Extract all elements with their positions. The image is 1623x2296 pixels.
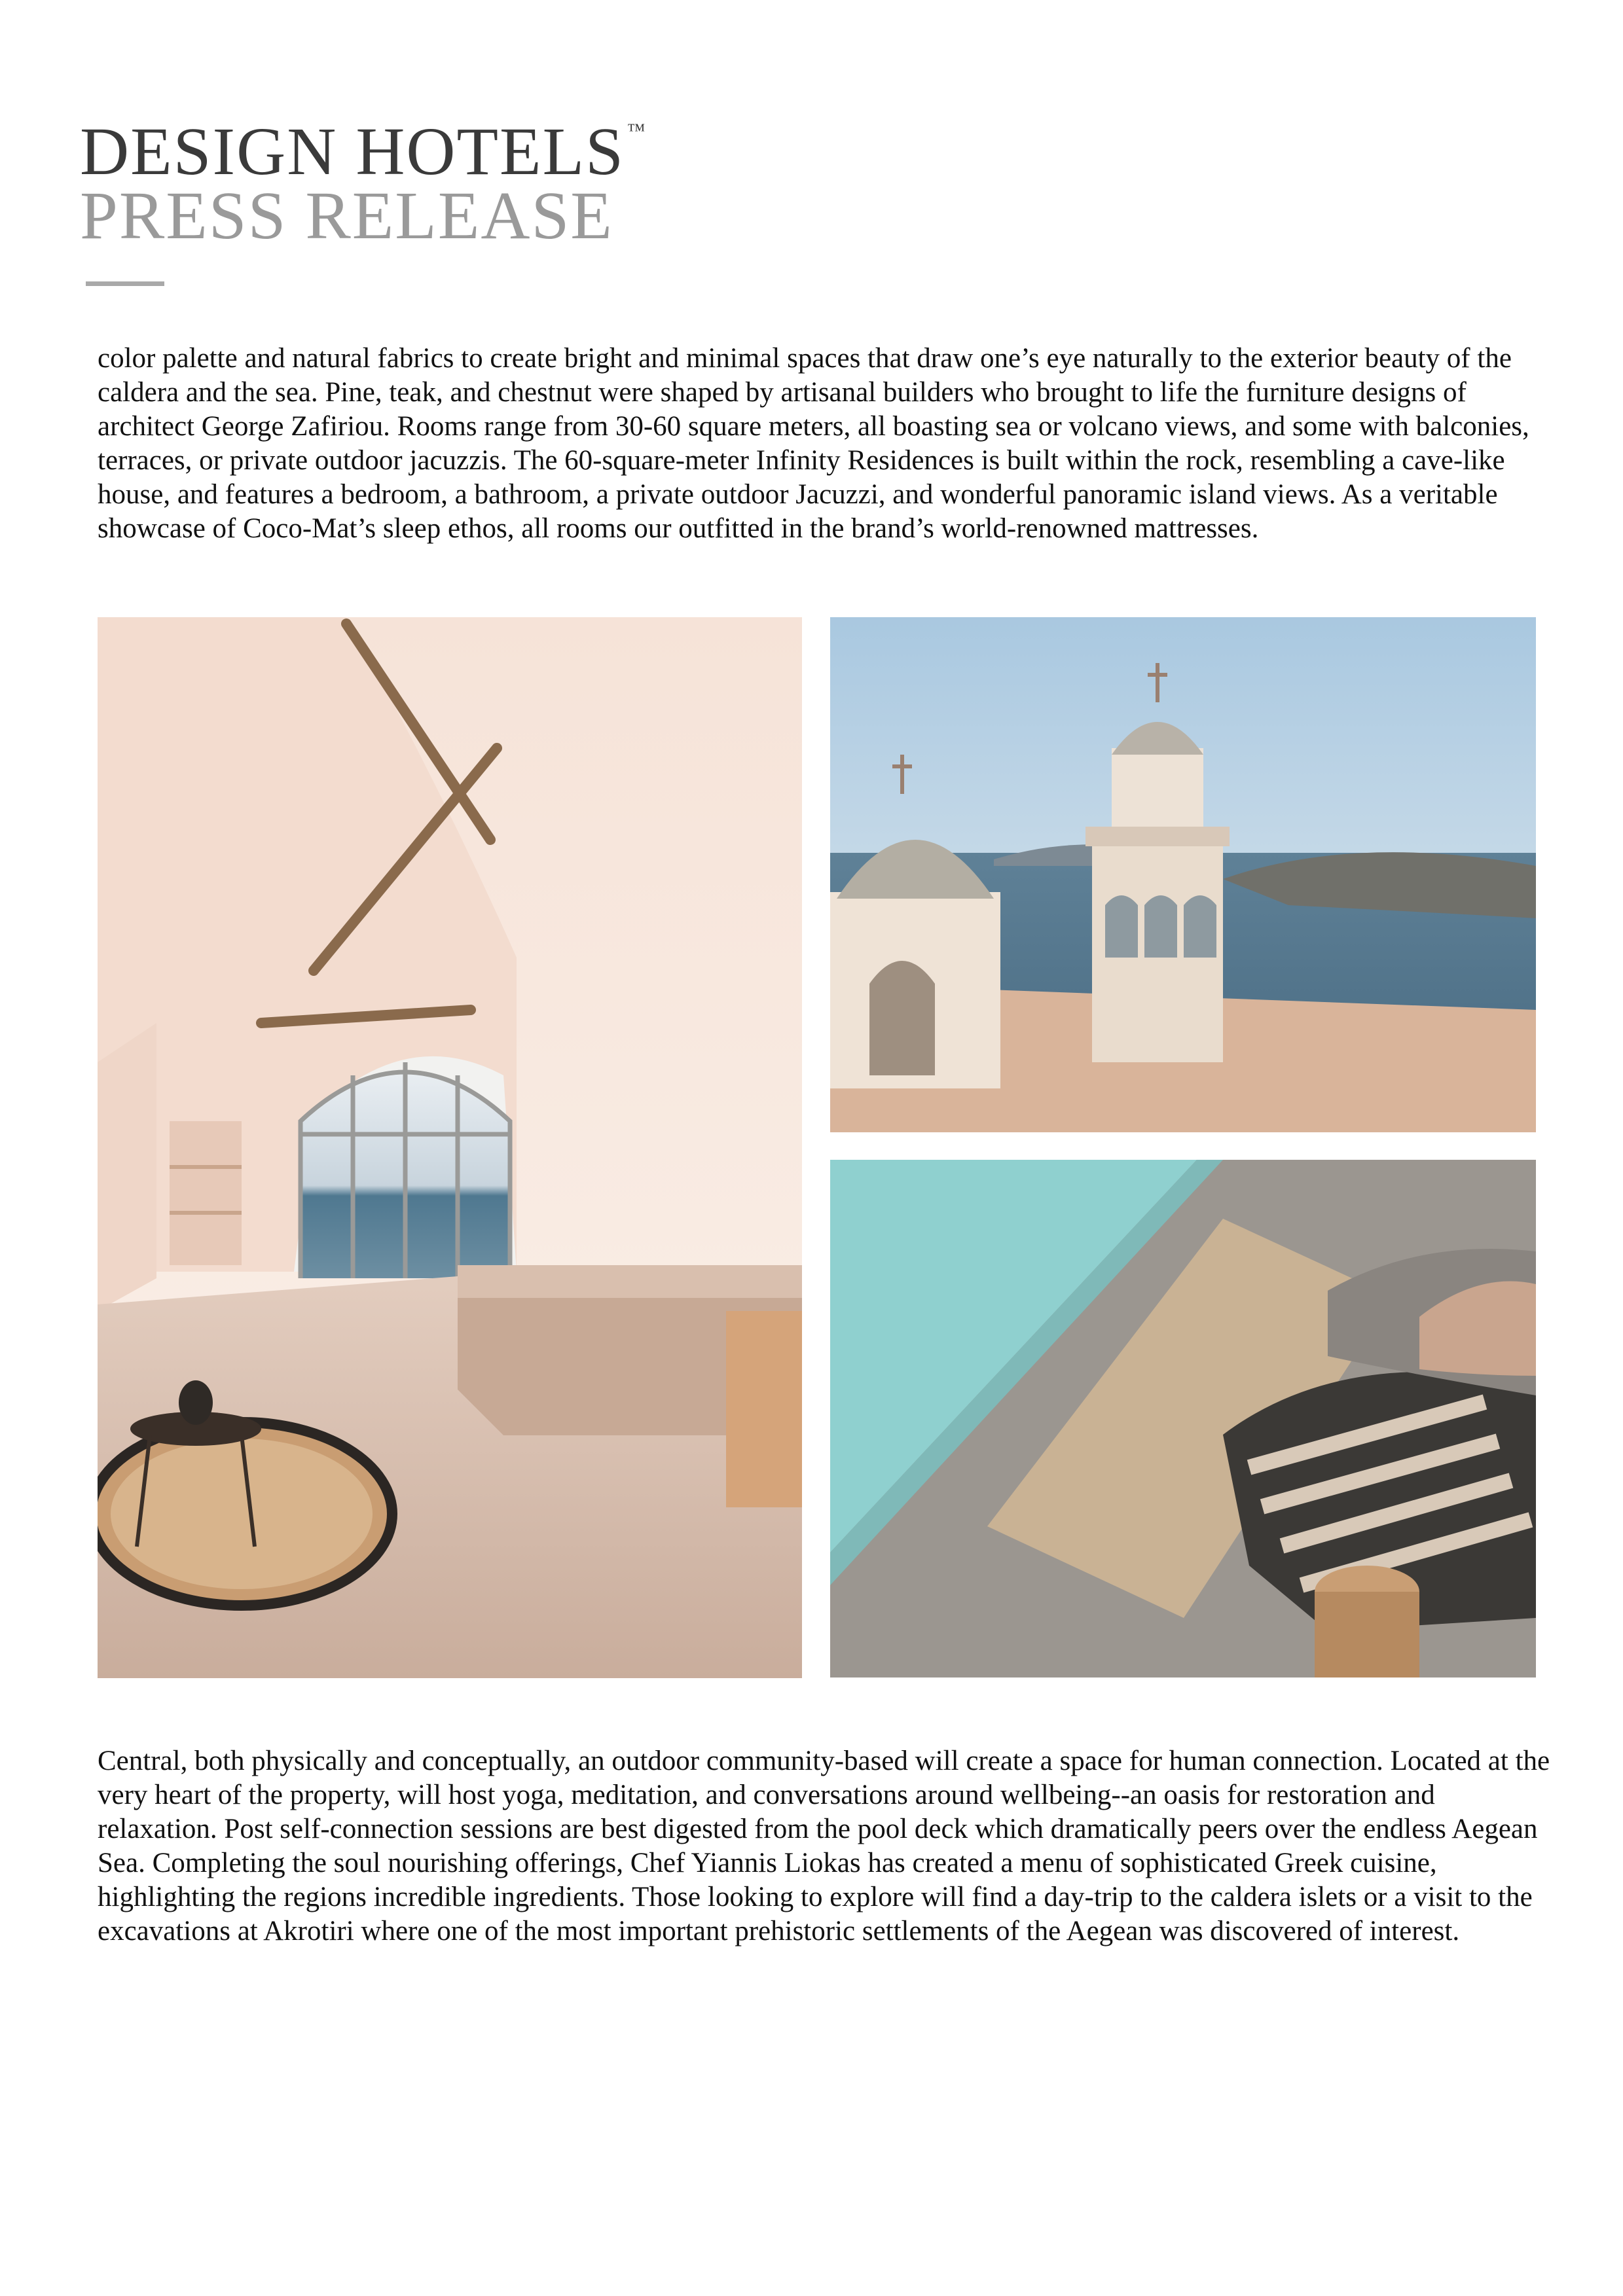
body-paragraph-2: Central, both physically and conceptually, an outdoor community-based will create a space for human connection. Located at the very heart of the property, will host yoga, meditation, and conversations around wellbeing--an oasis for restoration and relaxation. Post self-connection sessions are best digested from the pool deck which dramatically peers over the endless Aegean Sea. Completing the soul nourishing offerings, Chef Yiannis Liokas has created a menu of sophisticated Greek cuisine, highlighting the regions incredible ingredients. Those looking to explore will find a day-trip to the caldera islets or a visit to the excavations at Akrotiri where one of the most important prehistoric settlements of the Aegean was discovered of interest. xyxy=(98,1746,1550,1946)
body-paragraph-1: color palette and natural fabrics to create bright and minimal spaces that draw one’s eye naturally to the exterior beauty of the caldera and the sea. Pine, teak, and chestnut were shaped by artisanal builders who brought to life the furniture designs of architect George Zafiriou. Rooms range from 30-60 square meters, all boasting sea or volcano views, and some with balconies, terraces, or private outdoor jacuzzis. The 60-square-meter Infinity Residences is built within the rock, resembling a cave-like house, and features a bedroom, a bathroom, a private outdoor Jacuzzi, and wonderful panoramic island views. As a veritable showcase of Coco-Mat’s sleep ethos, all rooms our outfitted in the brand’s world-renowned mattresses. xyxy=(98,343,1529,544)
interior-room-photo xyxy=(98,617,802,1678)
pool-deck-photo xyxy=(830,1160,1536,1677)
brand-header xyxy=(80,97,866,253)
document-type: PRESS RELEASE xyxy=(80,178,613,253)
header-divider xyxy=(86,281,164,286)
brand-name: DESIGN HOTELS xyxy=(80,114,625,189)
trademark-mark: ™ xyxy=(627,120,646,141)
santorini-church-photo xyxy=(830,617,1536,1132)
brand-title xyxy=(80,97,866,189)
